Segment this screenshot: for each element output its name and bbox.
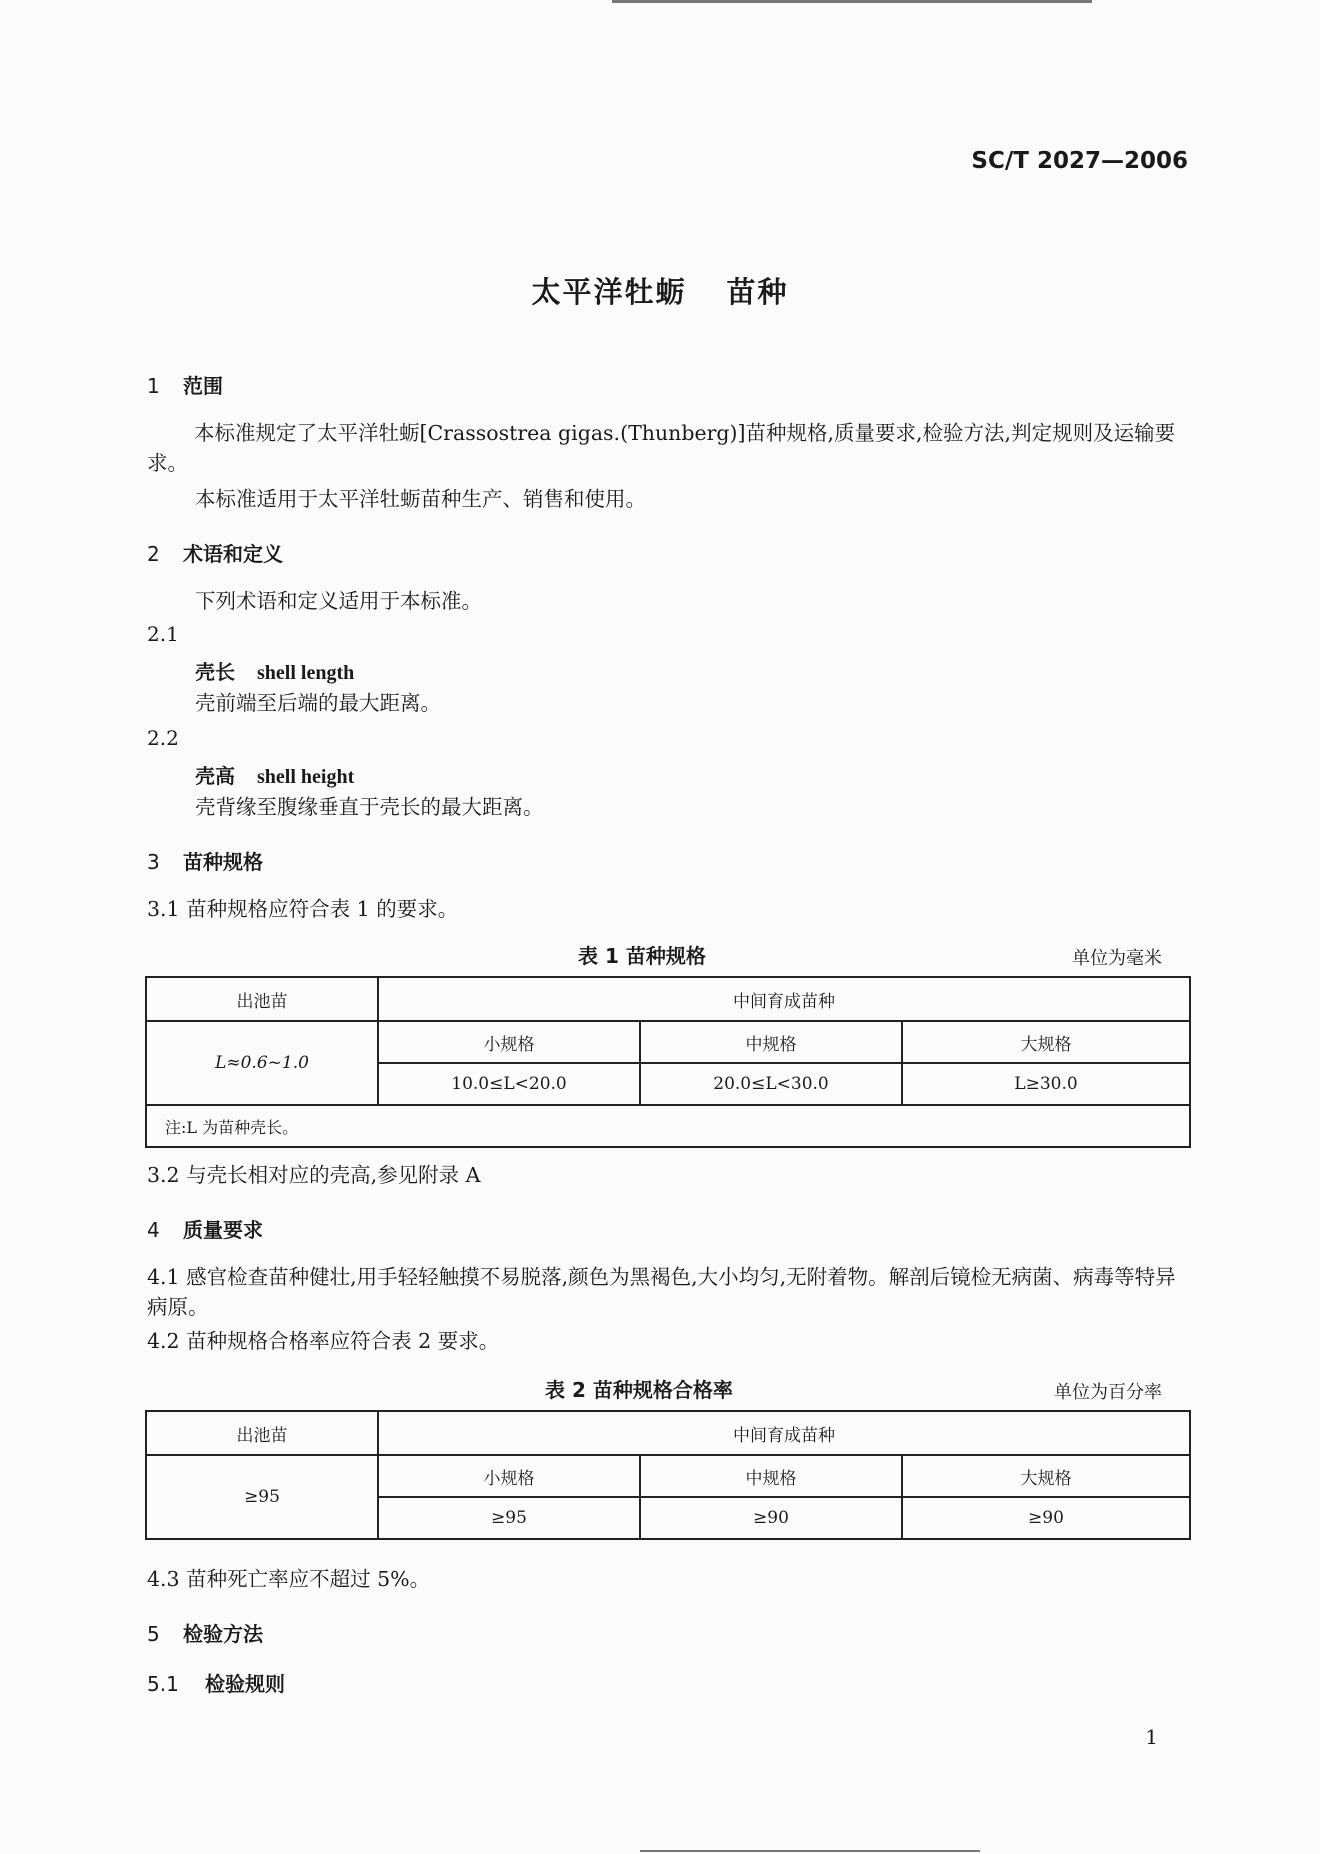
table-2-value-medium: ≥90 — [640, 1497, 902, 1539]
table-1-unit: 单位为毫米 — [1072, 948, 1162, 969]
term-shell-height: 壳高 shell height — [195, 764, 355, 788]
clause-4-3: 4.3 苗种死亡率应不超过 5%。 — [147, 1567, 431, 1591]
term-2-1-number: 2.1 — [147, 622, 179, 646]
table-1-a-value: L≈0.6~1.0 — [146, 1021, 378, 1105]
table-1-sub-small: 小规格 — [378, 1021, 640, 1063]
table-2-header-a: 出池苗 — [146, 1411, 378, 1455]
table-1-value-small: 10.0≤L<20.0 — [378, 1063, 640, 1105]
table-1-header-b: 中间育成苗种 — [378, 977, 1190, 1021]
table-1-value-large: L≥30.0 — [902, 1063, 1190, 1105]
table-2 — [145, 1410, 1191, 1540]
table-2-a-value: ≥95 — [146, 1455, 378, 1539]
standard-number: SC/T 2027—2006 — [971, 148, 1188, 174]
table-2-caption: 表 2 苗种规格合格率 — [545, 1378, 733, 1402]
clause-4-2: 4.2 苗种规格合格率应符合表 2 要求。 — [147, 1329, 500, 1353]
scan-line-top — [612, 0, 1092, 3]
term-shell-length: 壳长 shell length — [195, 660, 355, 684]
section-5-heading: 5 检验方法 — [147, 1622, 263, 1646]
table-1 — [145, 976, 1191, 1148]
table-2-header-b: 中间育成苗种 — [378, 1411, 1190, 1455]
table-1-note: 注:L 为苗种壳长。 — [146, 1105, 1190, 1147]
table-2-value-large: ≥90 — [902, 1497, 1190, 1539]
section-2-heading: 2 术语和定义 — [147, 542, 283, 566]
table-1-caption: 表 1 苗种规格 — [578, 944, 706, 968]
section-3-heading: 3 苗种规格 — [147, 850, 263, 874]
clause-5-1-heading: 5.1 检验规则 — [147, 1672, 285, 1696]
term-shell-length-definition: 壳前端至后端的最大距离。 — [195, 691, 441, 715]
scan-line-bottom — [640, 1850, 980, 1852]
page-number: 1 — [1145, 1725, 1158, 1749]
table-2-sub-small: 小规格 — [378, 1455, 640, 1497]
section-4-heading: 4 质量要求 — [147, 1218, 263, 1242]
table-1-value-medium: 20.0≤L<30.0 — [640, 1063, 902, 1105]
section-1-para-2: 本标准适用于太平洋牡蛎苗种生产、销售和使用。 — [195, 487, 646, 511]
table-2-sub-large: 大规格 — [902, 1455, 1190, 1497]
table-1-header-a: 出池苗 — [146, 977, 378, 1021]
title-part-2: 苗种 — [726, 275, 789, 309]
clause-4-1: 4.1 感官检查苗种健壮,用手轻轻触摸不易脱落,颜色为黑褐色,大小均匀,无附着物。解剖后镜检无病菌、病毒等特异病原。 — [147, 1265, 1176, 1319]
table-2-value-small: ≥95 — [378, 1497, 640, 1539]
table-1-sub-medium: 中规格 — [640, 1021, 902, 1063]
clause-3-2: 3.2 与壳长相对应的壳高,参见附录 A — [147, 1163, 481, 1187]
title-part-1: 太平洋牡蛎 — [531, 275, 687, 309]
term-2-2-number: 2.2 — [147, 726, 179, 750]
term-shell-height-definition: 壳背缘至腹缘垂直于壳长的最大距离。 — [195, 795, 544, 819]
section-2-intro: 下列术语和定义适用于本标准。 — [195, 589, 482, 613]
document-title — [0, 270, 1320, 311]
clause-3-1: 3.1 苗种规格应符合表 1 的要求。 — [147, 897, 459, 921]
table-2-unit: 单位为百分率 — [1054, 1382, 1162, 1403]
table-2-sub-medium: 中规格 — [640, 1455, 902, 1497]
section-1-heading: 1 范围 — [147, 374, 223, 398]
section-1-para-1: 本标准规定了太平洋牡蛎[Crassostrea gigas.(Thunberg)]苗种规格,质量要求,检验方法,判定规则及运输要求。 — [147, 421, 1176, 475]
table-1-sub-large: 大规格 — [902, 1021, 1190, 1063]
